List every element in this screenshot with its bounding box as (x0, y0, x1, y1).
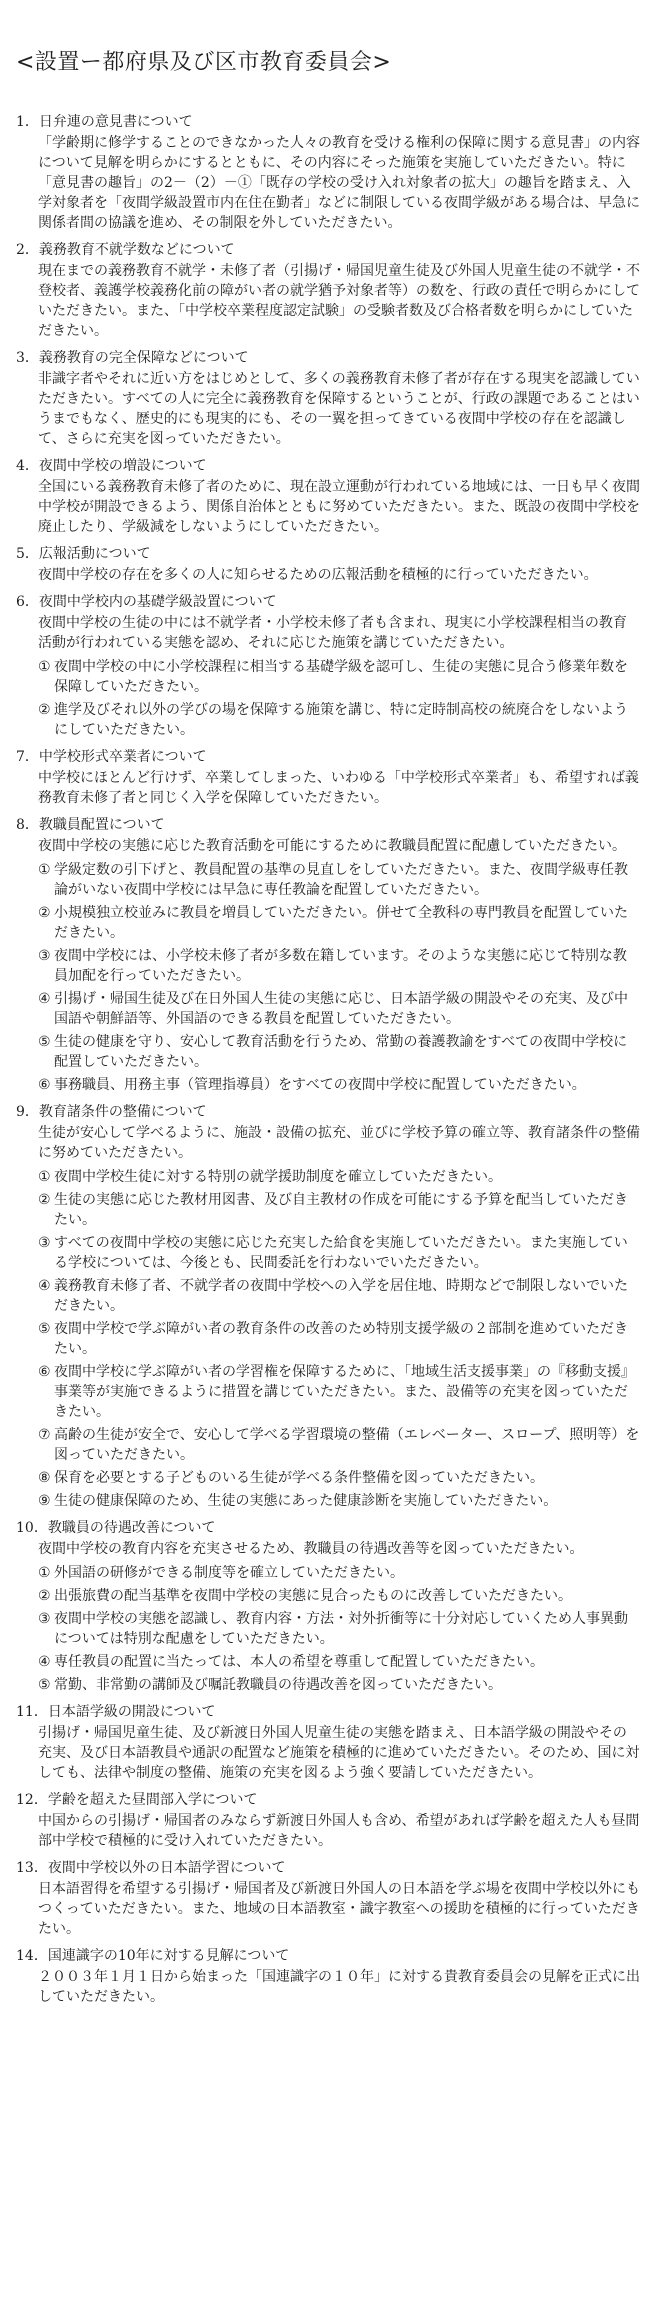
section-heading: 7．中学校形式卒業者について (16, 749, 207, 765)
section-body: 中国からの引揚げ・帰国者のみならず新渡日外国人も含め、希望があれば学齢を超えた人も昼間部中学校で積極的に受け入れていただきたい。 (38, 1813, 640, 1849)
request-section-9 (14, 1102, 646, 1511)
list-item (38, 989, 640, 1029)
request-section-6 (14, 592, 646, 740)
section-heading: 3．義務教育の完全保障などについて (16, 350, 249, 366)
item-number: ⑤ (38, 1677, 51, 1693)
request-section-8 (14, 815, 646, 1095)
section-heading: 13．夜間中学校以外の日本語学習について (16, 1860, 286, 1876)
item-text: 夜間中学校生徒に対する特別の就学援助制度を確立していただきたい。 (54, 1169, 502, 1185)
section-body: 夜間中学校の教育内容を充実させるため、教職員の待遇改善等を図っていただきたい。 (38, 1541, 584, 1557)
list-item (38, 700, 640, 740)
item-number: ⑤ (38, 1321, 51, 1337)
request-list (14, 112, 646, 2007)
item-number: ⑥ (38, 1364, 51, 1380)
section-body: 夜間中学校の存在を多くの人に知らせるための広報活動を積極的に行っていただきたい。 (38, 567, 598, 583)
list-item (38, 1276, 640, 1316)
item-number: ③ (38, 948, 51, 964)
list-item (38, 1652, 640, 1672)
list-item (38, 860, 640, 900)
sub-item-list (38, 1563, 646, 1695)
request-section-1 (14, 112, 646, 233)
item-text: 夜間中学校に学ぶ障がい者の学習権を保障するために、「地域生活支援事業」の『移動支援』事業等が実施できるように措置を講じていただきたい。また、設備等の充実を図っていただきたい。 (54, 1364, 635, 1420)
section-body: 非識字者やそれに近い方をはじめとして、多くの義務教育未修了者が存在する現実を認識していただきたい。すべての人に完全に義務教育を保障するということが、行政の課題であることはいうまでもなく、歴史的にも現実的にも、その一翼を担ってきている夜間中学校の存在を認識して、さらに充実を図っていただきたい。 (38, 371, 640, 447)
item-number: ② (38, 905, 51, 921)
item-number: ② (38, 1192, 51, 1208)
section-heading: 12．学齢を超えた昼間部入学について (16, 1792, 258, 1808)
item-text: 義務教育未修了者、不就学者の夜間中学校への入学を居住地、時期などで制限しないでいただきたい。 (54, 1278, 628, 1314)
item-text: 生徒の実態に応じた教材用図書、及び自主教材の作成を可能にする予算を配当していただきたい。 (54, 1192, 628, 1228)
list-item (38, 1167, 640, 1187)
list-item (38, 1425, 640, 1465)
section-heading: 1．日弁連の意見書について (16, 114, 193, 130)
item-text: 学級定数の引下げと、教員配置の基準の見直しをしていただきたい。また、夜間学級専任教論がいない夜間中学校には早急に専任教論を配置していただきたい。 (54, 862, 628, 898)
item-number: ⑦ (38, 1427, 51, 1443)
section-body: 中学校にほとんど行けず、卒業してしまった、いわゆる「中学校形式卒業者」も、希望すれば義務教育未修了者と同じく入学を保障していただきたい。 (38, 770, 639, 806)
section-body: 夜間中学校の実態に応じた教育活動を可能にするために教職員配置に配慮していただきたい。 (38, 838, 626, 854)
section-heading: 2．義務教育不就学数などについて (16, 242, 235, 258)
request-section-5 (14, 544, 646, 585)
section-heading: 10．教職員の待遇改善について (16, 1520, 216, 1536)
item-text: 生徒の健康を守り、安心して教育活動を行うため、常勤の養護教諭をすべての夜間中学校に配置していただきたい。 (54, 1034, 628, 1070)
section-heading: 14．国連識字の10年に対する見解について (16, 1948, 290, 1964)
list-item (38, 1468, 640, 1488)
item-number: ④ (38, 1278, 51, 1294)
item-text: 生徒の健康保障のため、生徒の実態にあった健康診断を実施していただきたい。 (54, 1493, 558, 1509)
list-item (38, 1675, 640, 1695)
section-body: 全国にいる義務教育未修了者のために、現在設立運動が行われている地域には、一日も早く夜間中学校が開設できるよう、関係自治体とともに努めていただきたい。また、既設の夜間中学校を廃止したり、学級減をしないようにしていただきたい。 (38, 479, 640, 535)
section-body: 引揚げ・帰国児童生徒、及び新渡日外国人児童生徒の実態を踏まえ、日本語学級の開設やその充実、及び日本語教員や通訳の配置など施策を積極的に進めていただきたい。そのため、国に対しても、法律や制度の整備、施策の充実を図るよう強く要請していただきたい。 (38, 1725, 640, 1781)
item-text: 小規模独立校並みに教員を増員していただきたい。併せて全教科の専門教員を配置していただきたい。 (54, 905, 628, 941)
request-section-12 (14, 1790, 646, 1851)
list-item (38, 657, 640, 697)
sub-item-list (38, 657, 646, 740)
list-item (38, 1586, 640, 1606)
item-text: 外国語の研修ができる制度等を確立していただきたい。 (54, 1565, 404, 1581)
sub-item-list (38, 860, 646, 1095)
request-section-2 (14, 240, 646, 341)
item-number: ② (38, 702, 51, 718)
list-item (38, 1032, 640, 1072)
page-title: <設置ー都府県及び区市教育委員会> (16, 50, 392, 75)
request-section-4 (14, 456, 646, 537)
item-text: 夜間中学校で学ぶ障がい者の教育条件の改善のため特別支援学級の２部制を進めていただきたい。 (54, 1321, 628, 1357)
section-body: 生徒が安心して学べるように、施設・設備の拡充、並びに学校予算の確立等、教育諸条件の整備に努めていただきたい。 (38, 1125, 640, 1161)
item-text: 夜間中学校の中に小学校課程に相当する基礎学級を認可し、生徒の実態に見合う修業年数を保障していただきたい。 (54, 659, 628, 695)
list-item (38, 946, 640, 986)
list-item (38, 1563, 640, 1583)
request-section-7 (14, 747, 646, 808)
section-body: 現在までの義務教育不就学・未修了者（引揚げ・帰国児童生徒及び外国人児童生徒の不就学・不登校者、義護学校義務化前の障がい者の就学猶予対象者等）の数を、行政の責任で明らかにしていただきたい。また、「中学校卒業程度認定試験」の受験者数及び合格者数を明らかにしていただきたい。 (38, 263, 640, 339)
item-text: すべての夜間中学校の実態に応じた充実した給食を実施していただきたい。また実施している学校については、今後とも、民間委託を行わないでいただきたい。 (54, 1235, 628, 1271)
list-item (38, 1190, 640, 1230)
item-text: 出張旅費の配当基準を夜間中学校の実態に見合ったものに改善していただきたい。 (54, 1588, 572, 1604)
request-section-3 (14, 348, 646, 449)
section-body: 夜間中学校の生徒の中には不就学者・小学校未修了者も含まれ、現実に小学校課程相当の教育活動が行われている実態を認め、それに応じた施策を講じていただきたい。 (38, 615, 627, 651)
section-body: 日本語習得を希望する引揚げ・帰国者及び新渡日外国人の日本語を学ぶ場を夜間中学校以外にもつくっていただきたい。また、地域の日本語教室・識字教室への援助を積極的に行っていただきたい。 (38, 1881, 640, 1937)
section-heading: 11．日本語学級の開設について (16, 1704, 216, 1720)
item-text: 引揚げ・帰国生徒及び在日外国人生徒の実態に応じ、日本語学級の開設やその充実、及び中国語や朝鮮語等、外国語のできる教員を配置していただきたい。 (54, 991, 628, 1027)
item-number: ⑤ (38, 1034, 51, 1050)
request-section-14 (14, 1946, 646, 2007)
request-section-13 (14, 1858, 646, 1939)
item-text: 保育を必要とする子どものいる生徒が学べる条件整備を図っていただきたい。 (54, 1470, 544, 1486)
item-number: ① (38, 862, 51, 878)
list-item (38, 1075, 640, 1095)
list-item (38, 1362, 640, 1422)
item-text: 夜間中学校には、小学校未修了者が多数在籍しています。そのような実態に応じて特別な教員加配を行っていただきたい。 (54, 948, 627, 984)
item-text: 専任教員の配置に当たっては、本人の希望を尊重して配置していただきたい。 (54, 1654, 544, 1670)
item-number: ⑨ (38, 1493, 51, 1509)
section-body: ２００３年１月１日から始まった「国連識字の１０年」に対する貴教育委員会の見解を正式に出していただきたい。 (38, 1969, 640, 2005)
section-heading: 4．夜間中学校の増設について (16, 458, 207, 474)
section-heading: 5．広報活動について (16, 546, 151, 562)
section-heading: 9．教育諸条件の整備について (16, 1104, 207, 1120)
item-number: ① (38, 1169, 51, 1185)
item-text: 夜間中学校の実態を認識し、教育内容・方法・対外折衝等に十分対応していくため人事異動については特別な配慮をしていただきたい。 (54, 1611, 628, 1647)
item-number: ⑥ (38, 1077, 51, 1093)
item-text: 事務職員、用務主事（管理指導員）をすべての夜間中学校に配置していただきたい。 (54, 1077, 586, 1093)
list-item (38, 1491, 640, 1511)
request-section-11 (14, 1702, 646, 1783)
item-text: 進学及びそれ以外の学びの場を保障する施策を講じ、特に定時制高校の統廃合をしないようにしていただきたい。 (54, 702, 628, 738)
item-text: 高齢の生徒が安全で、安心して学べる学習環境の整備（エレベーター、スロープ、照明等）を図っていただきたい。 (54, 1427, 640, 1463)
item-number: ④ (38, 991, 51, 1007)
request-section-10 (14, 1518, 646, 1695)
section-body: 「学齢期に修学することのできなかった人々の教育を受ける権利の保障に関する意見書」の内容について見解を明らかにするとともに、その内容にそった施策を実施していただきたい。特に「意見書の趣旨」の2－（2）－①「既存の学校の受け入れ対象者の拡大」の趣旨を踏まえ、入学対象者を「夜間学級設置市内在住在勤者」などに制限している夜間学級がある場合は、早急に関係者間の協議を進め、その制限を外していただきたい。 (38, 135, 640, 231)
list-item (38, 1233, 640, 1273)
item-number: ① (38, 1565, 51, 1581)
item-number: ③ (38, 1611, 51, 1627)
item-number: ⑧ (38, 1470, 51, 1486)
item-number: ① (38, 659, 51, 675)
item-number: ③ (38, 1235, 51, 1251)
list-item (38, 1609, 640, 1649)
section-heading: 6．夜間中学校内の基礎学級設置について (16, 594, 277, 610)
item-number: ② (38, 1588, 51, 1604)
section-heading: 8．教職員配置について (16, 817, 165, 833)
sub-item-list (38, 1167, 646, 1511)
list-item (38, 903, 640, 943)
item-number: ④ (38, 1654, 51, 1670)
list-item (38, 1319, 640, 1359)
item-text: 常勤、非常勤の講師及び嘱託教職員の待遇改善を図っていただきたい。 (54, 1677, 502, 1693)
